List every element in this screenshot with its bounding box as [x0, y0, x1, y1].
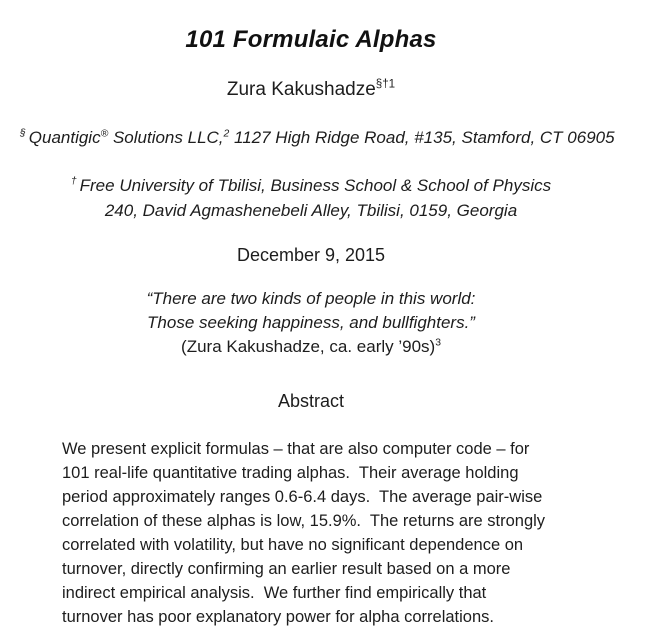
abstract-line: We present explicit formulas – that are also computer code – for	[62, 440, 530, 458]
affiliation2-marker: †	[70, 176, 77, 188]
abstract-paragraph	[62, 437, 602, 629]
affiliation-quantigic	[20, 127, 615, 149]
quote-line2: Those seeking happiness, and bullfighters.”	[147, 313, 475, 332]
affiliation-tbilisi	[20, 173, 602, 223]
abstract-line: turnover, directly confirming an earlier result based on a more	[62, 560, 511, 578]
author-name: Zura Kakushadze	[226, 79, 376, 100]
abstract-line: 101 real-life quantitative trading alphas. Their average holding	[62, 464, 519, 482]
affiliation1-footnote-superscript: 2	[223, 128, 230, 140]
affiliation1-org-rest: Solutions LLC,	[108, 128, 224, 147]
registered-trademark-icon: ®	[100, 128, 109, 140]
quote-line1: “There are two kinds of people in this world:	[146, 289, 476, 308]
author-line	[20, 78, 602, 101]
abstract-line: turnover has poor explanatory power for alpha correlations.	[62, 608, 494, 626]
quote-footnote-superscript: 3	[435, 337, 441, 349]
quote-attribution	[20, 335, 602, 359]
abstract-line: period approximately ranges 0.6-6.4 days. The average pair-wise	[62, 488, 543, 506]
affiliation1-marker: §	[20, 128, 26, 140]
affiliation2-line2: 240, David Agmashenebeli Alley, Tbilisi, 0159, Georgia	[104, 201, 518, 220]
epigraph-quote	[20, 287, 602, 359]
abstract-line: correlation of these alphas is low, 15.9%. The returns are strongly	[62, 512, 546, 530]
affiliation2-line1	[20, 173, 602, 198]
affiliation1-address: 1127 High Ridge Road, #135, Stamford, CT 06905	[229, 128, 615, 147]
affiliation1-org: Quantigic	[28, 128, 101, 147]
author-footnote-superscript: §†1	[375, 78, 396, 91]
affiliation2-university: Free University of Tbilisi, Business School & School of Physics	[79, 176, 552, 195]
paper-title: 101 Formulaic Alphas	[185, 26, 437, 53]
quote-attribution-text: (Zura Kakushadze, ca. early ’90s)	[181, 337, 436, 356]
abstract-line: correlated with volatility, but have no significant dependence on	[62, 536, 524, 554]
abstract-heading: Abstract	[277, 391, 345, 411]
abstract-line: indirect empirical analysis. We further find empirically that	[62, 584, 487, 602]
publication-date: December 9, 2015	[236, 245, 386, 265]
